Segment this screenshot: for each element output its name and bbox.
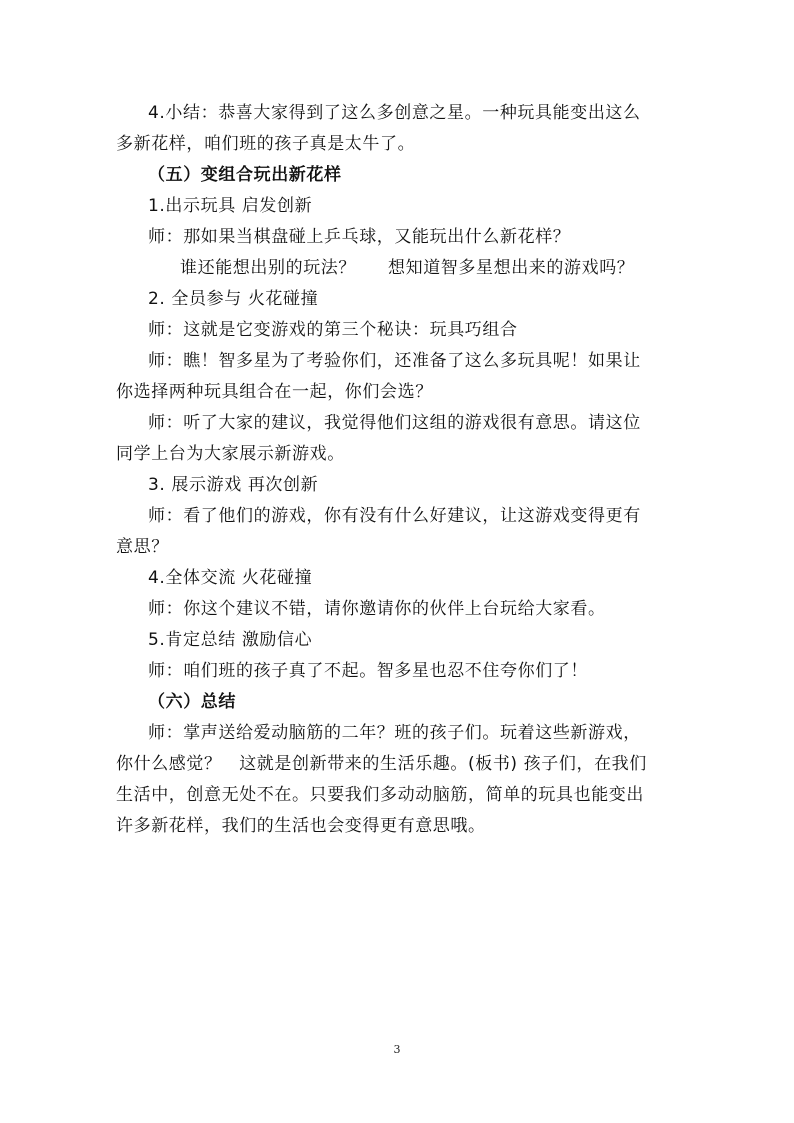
page-number: 3: [393, 1043, 401, 1056]
paragraph-line: 许多新花样，我们的生活也会变得更有意思哦。: [116, 816, 486, 836]
subheading: 1.出示玩具 启发创新: [148, 196, 313, 216]
paragraph-line: 你什么感觉？ 这就是创新带来的生活乐趣。(板书) 孩子们，在我们: [116, 754, 647, 774]
paragraph-line: 师：这就是它变游戏的第三个秘诀：玩具巧组合: [148, 320, 518, 340]
paragraph-line: 师：瞧！智多星为了考验你们，还准备了这么多玩具呢！如果让: [148, 351, 641, 371]
section-heading: （六）总结: [148, 692, 236, 712]
paragraph-line: 多新花样，咱们班的孩子真是太牛了。: [116, 134, 416, 154]
text-span: 想知道智多星想出来的游戏吗？: [388, 258, 635, 278]
paragraph-line: 师：那如果当棋盘碰上乒乓球，又能玩出什么新花样？: [148, 227, 571, 247]
paragraph-line: 师：你这个建议不错，请你邀请你的伙伴上台玩给大家看。: [148, 599, 606, 619]
paragraph-line: 4.小结：恭喜大家得到了这么多创意之星。一种玩具能变出这么: [148, 103, 641, 123]
paragraph-line: 师：掌声送给爱动脑筋的二年？班的孩子们。玩着这些新游戏，: [148, 723, 641, 743]
text-span: 谁还能想出别的玩法？: [180, 258, 356, 278]
paragraph-line: 师：看了他们的游戏，你有没有什么好建议，让这游戏变得更有: [148, 506, 641, 526]
paragraph-line: 同学上台为大家展示新游戏。: [116, 444, 345, 464]
paragraph-line: 你选择两种玩具组合在一起，你们会选？: [116, 382, 433, 402]
paragraph-line: [180, 258, 634, 278]
subheading: 3. 展示游戏 再次创新: [148, 475, 319, 495]
paragraph-line: 师：咱们班的孩子真了不起。智多星也忍不住夸你们了！: [148, 661, 588, 681]
subheading: 2. 全员参与 火花碰撞: [148, 289, 319, 309]
subheading: 4.全体交流 火花碰撞: [148, 568, 313, 588]
subheading: 5.肯定总结 激励信心: [148, 630, 313, 650]
section-heading: （五）变组合玩出新花样: [148, 165, 342, 185]
paragraph-line: 意思？: [116, 537, 169, 557]
paragraph-line: 生活中，创意无处不在。只要我们多动动脑筋，简单的玩具也能变出: [116, 785, 644, 805]
paragraph-line: 师：听了大家的建议，我觉得他们这组的游戏很有意思。请这位: [148, 413, 641, 433]
